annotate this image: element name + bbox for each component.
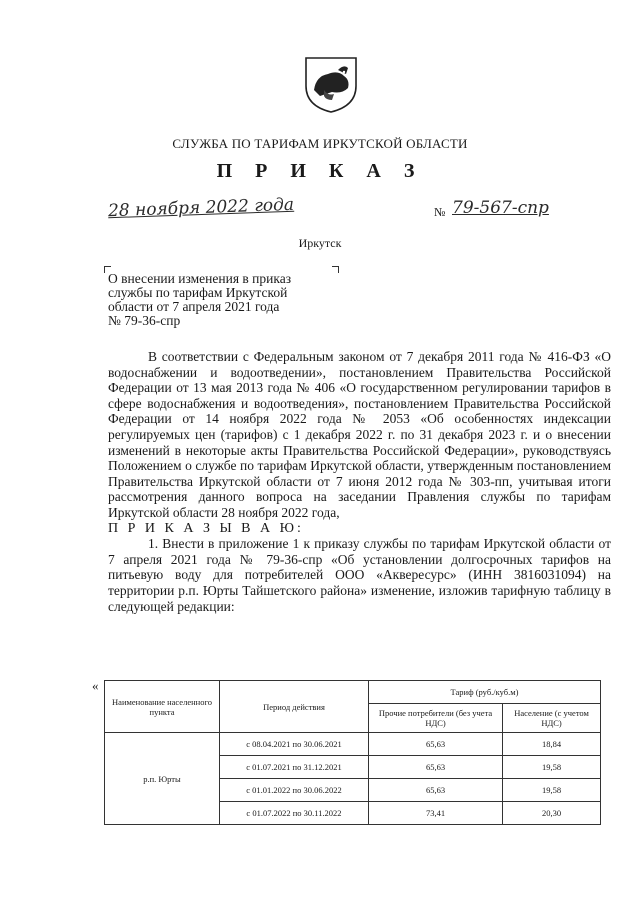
tariff-table [104,680,601,825]
population-tariff-cell: 18,84 [503,733,601,756]
header-other-consumers: Прочие потребители (без учета НДС) [369,704,503,733]
number-label: № [434,205,446,219]
document-body [108,349,611,614]
locality-cell: р.п. Юрты [105,733,220,825]
table-row [105,733,601,756]
coat-of-arms-icon [298,50,364,114]
header-tariff: Тариф (руб./куб.м) [369,681,601,704]
document-date: 28 ноября 2022 года [107,194,295,222]
document-number: 79-567-спр [452,198,549,218]
organization-name: СЛУЖБА ПО ТАРИФАМ ИРКУТСКОЙ ОБЛАСТИ [172,136,468,151]
period-cell: с 01.07.2021 по 31.12.2021 [220,756,369,779]
population-tariff-cell: 19,58 [503,756,601,779]
period-cell: с 01.07.2022 по 30.11.2022 [220,802,369,825]
header-period: Период действия [220,681,369,733]
other-tariff-cell: 73,41 [369,802,503,825]
population-tariff-cell: 20,30 [503,802,601,825]
subject-line: О внесении изменения в приказ [108,271,292,286]
preamble-paragraph: В соответствии с Федеральным законом от 7 декабря 2011 года № 416-ФЗ «О водоснабжении и водоотведении», постановлением Правительства Российской Федерации от 13 мая 2013 года № 406 «О государственном регулировании тарифов в сфере водоснабжения и водоотведения», постановлением Правительства Российской Федерации от 14 ноября 2022 года № 2053 «Об особенностях индексации регулируемых цен (тарифов) с 1 декабря 2022 г. по 31 декабря 2023 г. и о внесении изменений в некоторые акты Правительства Российской Федерации», руководствуясь Положением о службе по тарифам Иркутской области, утвержденным постановлением Правительства Иркутской области от 7 июня 2012 года № 303-пп, учитывая итоги рассмотрения данного вопроса на заседании Правления службы по тарифам Иркутской области 28 ноября 2022 года, [108,349,611,520]
opening-quote: « [92,678,99,693]
subject-line: № 79-36-спр [108,313,181,328]
other-tariff-cell: 65,63 [369,756,503,779]
document-subject [108,272,338,328]
subject-line: службы по тарифам Иркутской [108,285,288,300]
other-tariff-cell: 65,63 [369,733,503,756]
document-title: П Р И К А З [216,160,424,182]
subject-line: области от 7 апреля 2021 года [108,299,280,314]
period-cell: с 08.04.2021 по 30.06.2021 [220,733,369,756]
order-word: П Р И К А З Ы В А Ю: [108,520,304,536]
header-population: Население (с учетом НДС) [503,704,601,733]
header-locality: Наименование населенного пункта [105,681,220,733]
city-name: Иркутск [298,236,342,250]
item-1-paragraph: 1. Внести в приложение 1 к приказу службы по тарифам Иркутской области от 7 апреля 2021 года № 79-36-спр «Об установлении долгосрочных тарифов на питьевую воду для потребителей ООО «Аквересурс» (ИНН 3816031094) на территории р.п. Юрты Тайшетского района» изменение, изложив тарифную таблицу в следующей редакции: [108,536,611,614]
other-tariff-cell: 65,63 [369,779,503,802]
population-tariff-cell: 19,58 [503,779,601,802]
period-cell: с 01.01.2022 по 30.06.2022 [220,779,369,802]
